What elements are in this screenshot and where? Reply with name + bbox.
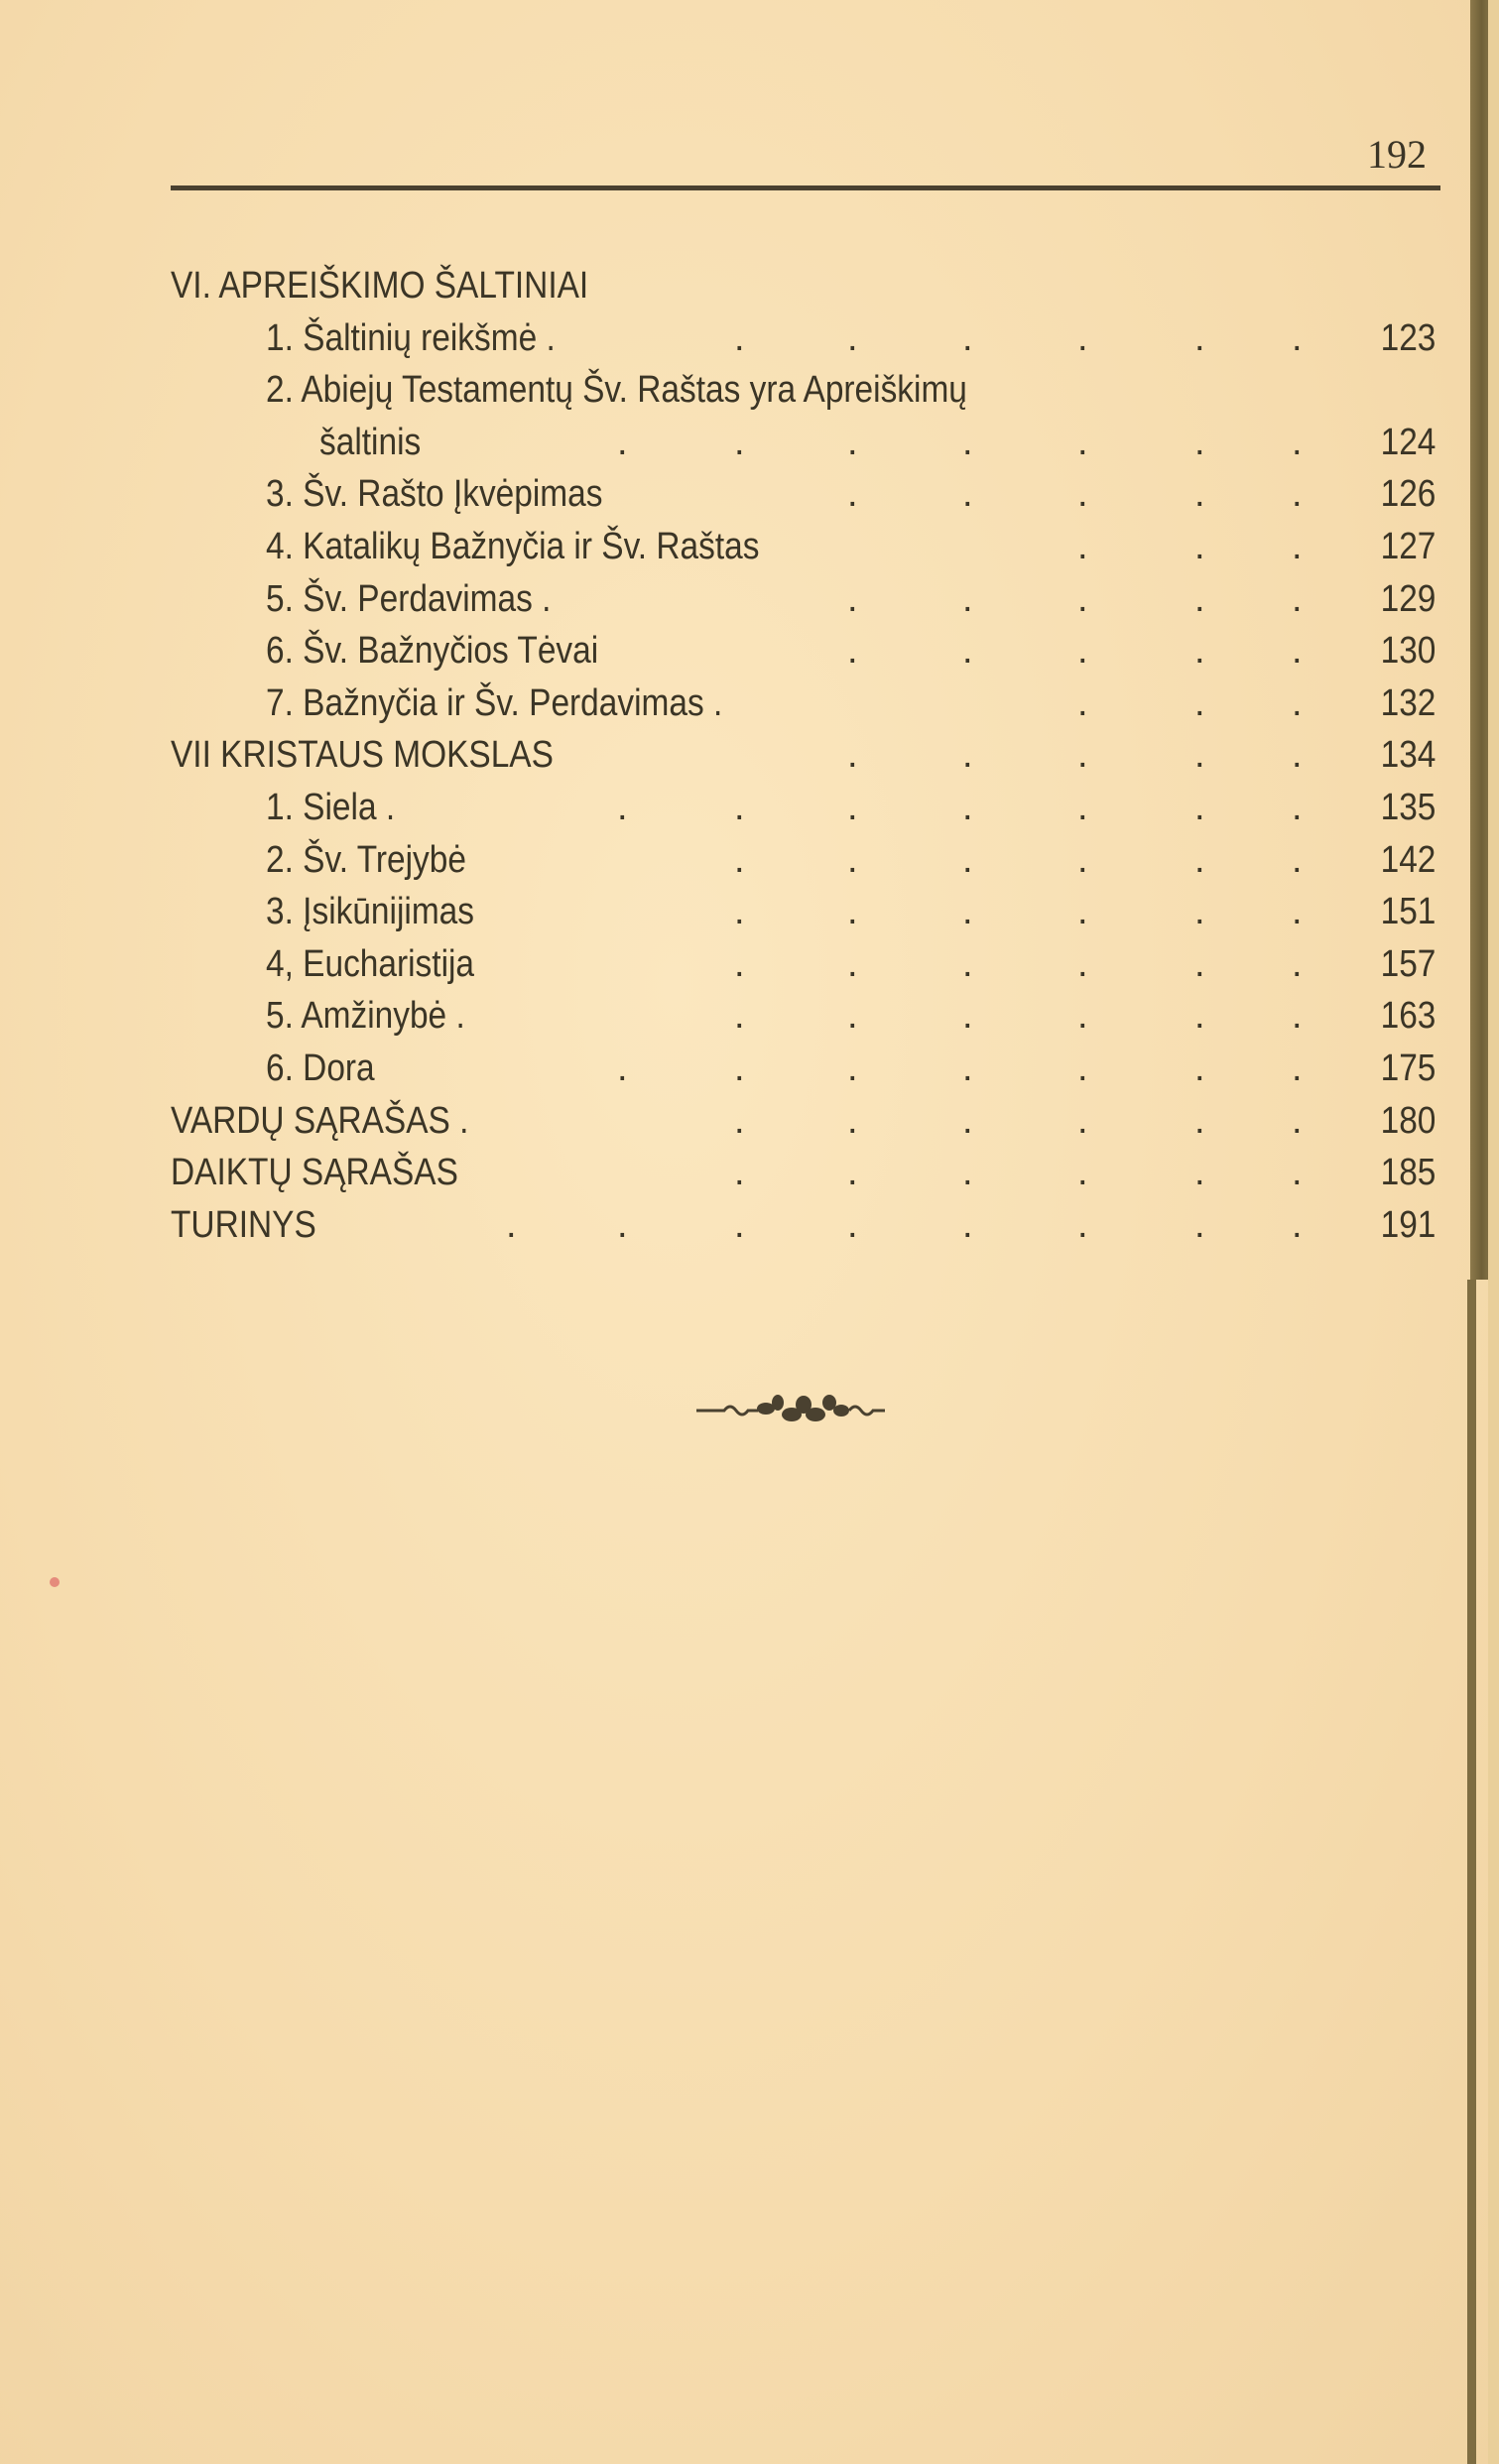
leader-dot: . xyxy=(1194,838,1205,881)
leader-dot: . xyxy=(1077,681,1088,724)
toc-entry xyxy=(0,886,1499,937)
leader-dot: . xyxy=(734,316,745,359)
toc-entry-page: 142 xyxy=(1380,838,1436,881)
leader-dot: . xyxy=(962,995,973,1038)
toc-entry xyxy=(0,468,1499,520)
leader-dot: . xyxy=(1194,1047,1205,1089)
leader-dot: . xyxy=(847,630,858,673)
leader-dot: . xyxy=(962,630,973,673)
toc-entry xyxy=(0,312,1499,364)
toc-entry xyxy=(0,417,1499,468)
leader-dot: . xyxy=(734,1152,745,1194)
leader-dot: . xyxy=(1292,577,1303,620)
leader-dot: . xyxy=(1292,630,1303,673)
leader-dot: . xyxy=(617,1203,628,1246)
toc-entry xyxy=(0,625,1499,677)
leader-dot: . xyxy=(734,995,745,1038)
header-rule xyxy=(171,185,1440,190)
toc-entry-page: 191 xyxy=(1380,1203,1436,1246)
leader-dot: . xyxy=(1194,1099,1205,1142)
leader-dot: . xyxy=(1194,995,1205,1038)
leader-dot: . xyxy=(1292,1152,1303,1194)
leader-dot: . xyxy=(1292,1099,1303,1142)
leader-dot: . xyxy=(1194,942,1205,985)
toc-entry-page: 135 xyxy=(1380,787,1436,828)
leader-dot: . xyxy=(962,473,973,516)
leader-dot: . xyxy=(962,891,973,933)
toc-entry-title: 6. Dora xyxy=(266,1047,375,1089)
leader-dot: . xyxy=(734,1047,745,1089)
toc-entry-title: 3. Įsikūnijimas xyxy=(266,891,475,933)
leader-dot: . xyxy=(506,1203,517,1246)
leader-dot: . xyxy=(1194,316,1205,359)
toc-entry xyxy=(0,1095,1499,1147)
leader-dot: . xyxy=(847,838,858,881)
page-number: 192 xyxy=(1367,132,1427,177)
toc-entry xyxy=(0,938,1499,990)
toc-entry-title: TURINYS xyxy=(171,1203,316,1246)
toc-entry-page: 127 xyxy=(1380,526,1436,567)
leader-dot: . xyxy=(617,1047,628,1089)
toc-entry-title: 2. Šv. Trejybė xyxy=(266,838,466,881)
toc-entry-title: 1. Šaltinių reikšmė . xyxy=(266,316,556,359)
leader-dot: . xyxy=(1194,734,1205,777)
toc-entry-page: 132 xyxy=(1380,681,1436,724)
toc-entry xyxy=(0,364,1499,416)
toc-entry-title: šaltinis xyxy=(319,421,422,463)
toc-entry-page: 124 xyxy=(1380,421,1436,463)
toc-entry xyxy=(0,573,1499,625)
leader-dot: . xyxy=(1292,421,1303,463)
leader-dot: . xyxy=(1292,681,1303,724)
leader-dot: . xyxy=(1077,473,1088,516)
leader-dot: . xyxy=(1292,787,1303,828)
toc-entry-page: 130 xyxy=(1380,630,1436,673)
toc-entry-title: VII KRISTAUS MOKSLAS xyxy=(171,734,554,777)
toc-entry-title: 3. Šv. Rašto Įkvėpimas xyxy=(266,473,603,516)
paper-stain xyxy=(50,1577,60,1587)
leader-dot: . xyxy=(847,1203,858,1246)
leader-dot: . xyxy=(847,1099,858,1142)
leader-dot: . xyxy=(962,1203,973,1246)
leader-dot: . xyxy=(734,942,745,985)
leader-dot: . xyxy=(1194,1152,1205,1194)
leader-dot: . xyxy=(1292,838,1303,881)
leader-dot: . xyxy=(962,787,973,828)
toc-entry-title: 6. Šv. Bažnyčios Tėvai xyxy=(266,630,599,673)
toc-entry-page: 185 xyxy=(1380,1152,1436,1194)
leader-dot: . xyxy=(847,316,858,359)
leader-dot: . xyxy=(1194,1203,1205,1246)
leader-dot: . xyxy=(962,1047,973,1089)
page-edge-line xyxy=(1467,1280,1476,2464)
leader-dot: . xyxy=(1077,942,1088,985)
leader-dot: . xyxy=(617,787,628,828)
toc-entry-page: 134 xyxy=(1380,734,1436,777)
leader-dot: . xyxy=(1077,995,1088,1038)
leader-dot: . xyxy=(847,473,858,516)
toc-entry xyxy=(0,678,1499,729)
leader-dot: . xyxy=(1194,473,1205,516)
leader-dot: . xyxy=(1292,995,1303,1038)
leader-dot: . xyxy=(617,421,628,463)
leader-dot: . xyxy=(962,942,973,985)
leader-dot: . xyxy=(847,891,858,933)
toc-entry-page: 126 xyxy=(1380,473,1436,516)
leader-dot: . xyxy=(1292,942,1303,985)
leader-dot: . xyxy=(1194,526,1205,567)
toc-entry-title: 5. Šv. Perdavimas . xyxy=(266,577,552,620)
leader-dot: . xyxy=(962,577,973,620)
leader-dot: . xyxy=(1077,891,1088,933)
leader-dot: . xyxy=(1292,526,1303,567)
leader-dot: . xyxy=(1292,1203,1303,1246)
leader-dot: . xyxy=(1194,787,1205,828)
toc-entry xyxy=(0,834,1499,886)
toc-entry xyxy=(0,1147,1499,1198)
toc-entry-title: 4. Katalikų Bažnyčia ir Šv. Raštas xyxy=(266,526,760,567)
toc-entry-title: 7. Bažnyčia ir Šv. Perdavimas . xyxy=(266,681,723,724)
toc-entry xyxy=(0,990,1499,1042)
leader-dot: . xyxy=(1194,421,1205,463)
leader-dot: . xyxy=(962,316,973,359)
toc-entry xyxy=(0,260,1499,311)
leader-dot: . xyxy=(734,787,745,828)
leader-dot: . xyxy=(1077,1203,1088,1246)
leader-dot: . xyxy=(1077,1099,1088,1142)
leader-dot: . xyxy=(734,421,745,463)
toc-entry-page: 123 xyxy=(1380,316,1436,359)
toc-entry xyxy=(0,782,1499,833)
leader-dot: . xyxy=(1077,421,1088,463)
leader-dot: . xyxy=(1077,1152,1088,1194)
leader-dot: . xyxy=(734,1203,745,1246)
floral-divider-icon xyxy=(694,1389,913,1428)
leader-dot: . xyxy=(847,421,858,463)
leader-dot: . xyxy=(1077,787,1088,828)
leader-dot: . xyxy=(962,1152,973,1194)
leader-dot: . xyxy=(734,1099,745,1142)
leader-dot: . xyxy=(1077,577,1088,620)
leader-dot: . xyxy=(1077,526,1088,567)
leader-dot: . xyxy=(1194,681,1205,724)
leader-dot: . xyxy=(847,734,858,777)
toc-entry-page: 129 xyxy=(1380,577,1436,620)
toc-entry-page: 180 xyxy=(1380,1099,1436,1142)
leader-dot: . xyxy=(847,1047,858,1089)
toc-entry xyxy=(0,1199,1499,1251)
leader-dot: . xyxy=(734,838,745,881)
leader-dot: . xyxy=(847,787,858,828)
leader-dot: . xyxy=(962,838,973,881)
leader-dot: . xyxy=(847,942,858,985)
leader-dot: . xyxy=(1194,630,1205,673)
leader-dot: . xyxy=(1077,734,1088,777)
leader-dot: . xyxy=(962,421,973,463)
toc-entry-page: 157 xyxy=(1380,942,1436,985)
toc-entry-title: 5. Amžinybė . xyxy=(266,995,465,1038)
toc-entry-title: VARDŲ SĄRAŠAS . xyxy=(171,1099,469,1142)
toc-entry-page: 163 xyxy=(1380,995,1436,1038)
leader-dot: . xyxy=(962,734,973,777)
toc-entry-page: 151 xyxy=(1380,891,1436,933)
leader-dot: . xyxy=(734,891,745,933)
leader-dot: . xyxy=(1077,316,1088,359)
toc-entry-title: DAIKTŲ SĄRAŠAS xyxy=(171,1152,458,1194)
leader-dot: . xyxy=(1292,891,1303,933)
leader-dot: . xyxy=(1194,577,1205,620)
leader-dot: . xyxy=(1194,891,1205,933)
toc-entry xyxy=(0,729,1499,781)
leader-dot: . xyxy=(1292,473,1303,516)
leader-dot: . xyxy=(1077,838,1088,881)
leader-dot: . xyxy=(847,577,858,620)
leader-dot: . xyxy=(1077,1047,1088,1089)
leader-dot: . xyxy=(1292,316,1303,359)
toc-entry-title: 2. Abiejų Testamentų Šv. Raštas yra Apreiškimų xyxy=(266,369,967,412)
leader-dot: . xyxy=(962,1099,973,1142)
leader-dot: . xyxy=(847,1152,858,1194)
leader-dot: . xyxy=(1292,734,1303,777)
toc-entry xyxy=(0,1043,1499,1094)
toc-entry-page: 175 xyxy=(1380,1047,1436,1089)
toc-entry-title: 4, Eucharistija xyxy=(266,942,475,985)
toc-entry-title: VI. APREIŠKIMO ŠALTINIAI xyxy=(171,265,589,307)
toc-entry xyxy=(0,521,1499,572)
leader-dot: . xyxy=(1292,1047,1303,1089)
toc-entry-title: 1. Siela . xyxy=(266,787,396,828)
leader-dot: . xyxy=(1077,630,1088,673)
leader-dot: . xyxy=(847,995,858,1038)
